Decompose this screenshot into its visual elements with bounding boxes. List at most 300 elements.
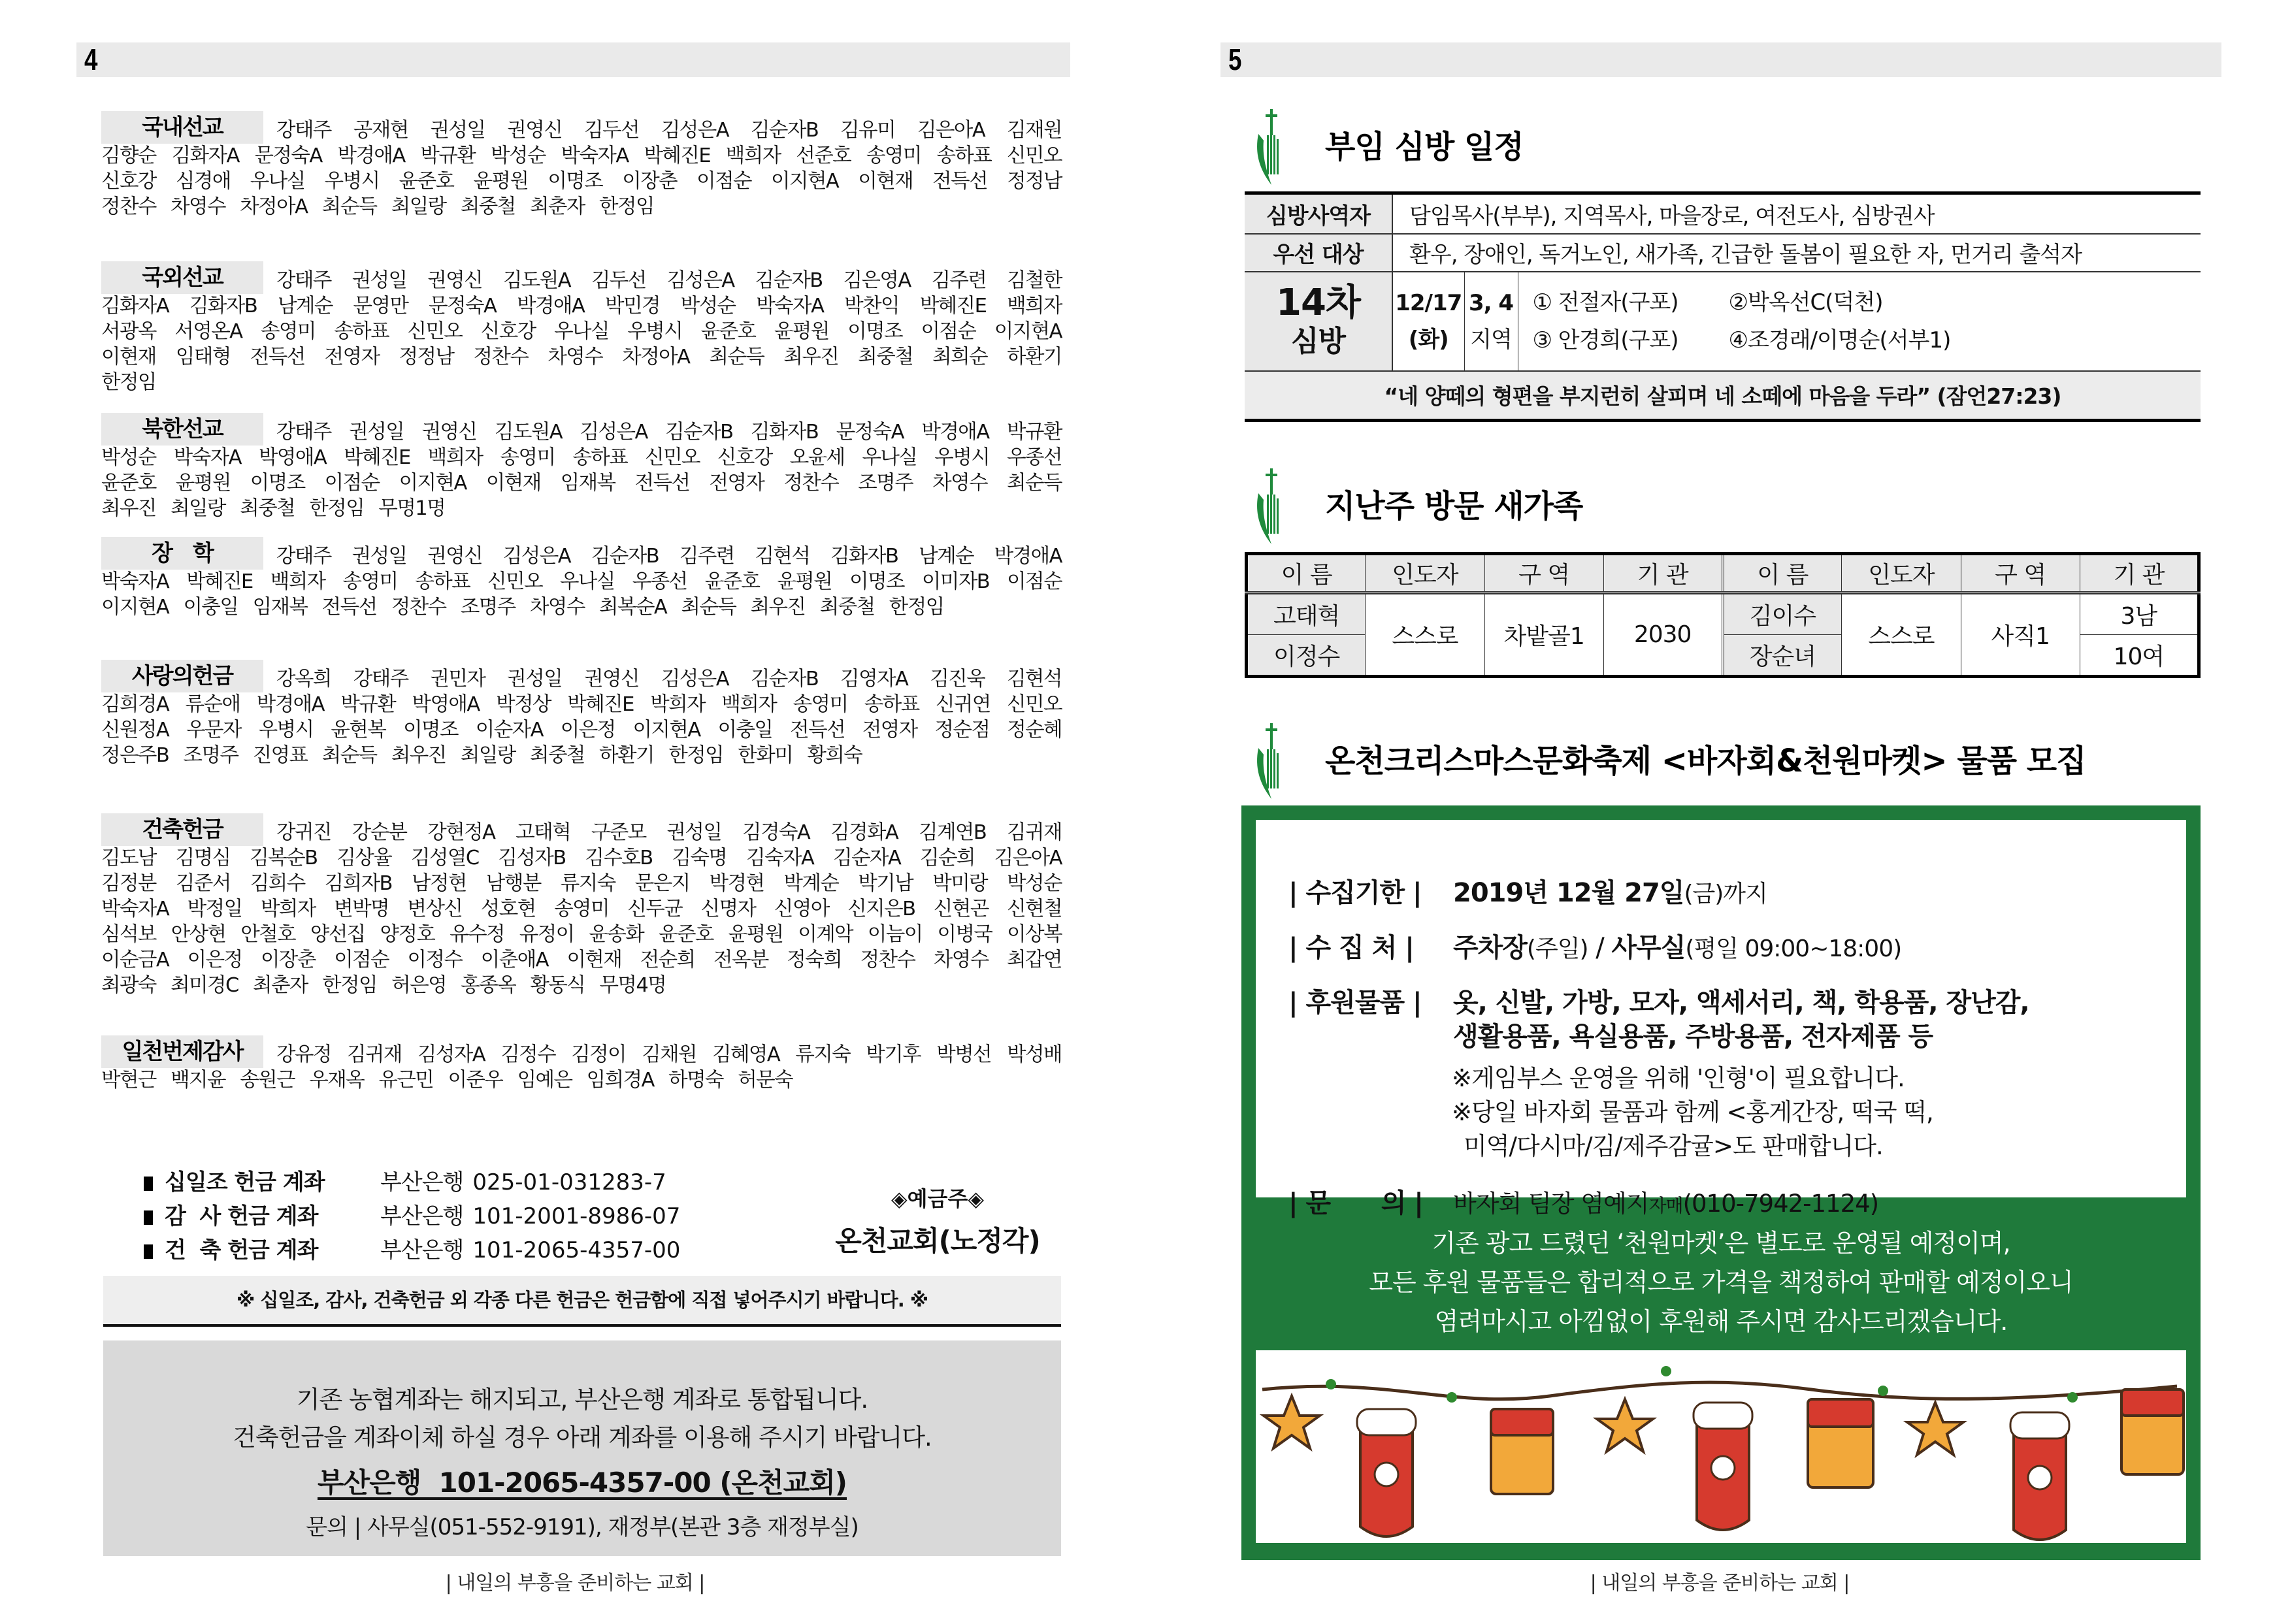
donor-name: 박성순	[680, 295, 736, 317]
place-row	[1288, 927, 1901, 964]
donor-name: 문정숙A	[836, 421, 904, 444]
donor-name: 류지숙	[795, 1043, 851, 1066]
donor-name: 박규환	[1007, 421, 1062, 444]
donor-name: 성호현	[480, 898, 536, 920]
donor-name: 신영아	[774, 898, 829, 920]
donor-name: 조명주	[858, 472, 913, 495]
donor-name: 최순득	[709, 346, 764, 368]
donor-name: 김재원	[1007, 119, 1062, 142]
donor-name: 정숙희	[787, 949, 842, 971]
column-header: 인도자	[1366, 554, 1484, 593]
donor-name: 신민오	[487, 570, 543, 593]
donor-name: 박숙자A	[561, 144, 629, 167]
donor-name: 심석보	[101, 923, 156, 946]
contact-phone: (010-7942-1124)	[1682, 1190, 1879, 1218]
donor-name: 정찬수	[860, 949, 915, 971]
donor-name: 정정남	[399, 346, 454, 368]
donor-name: 이순자A	[475, 719, 543, 741]
donor-name: 홍종옥	[461, 974, 516, 997]
donor-name: 무명4명	[599, 974, 666, 997]
visit-list	[1518, 272, 2201, 371]
donor-name: 윤평원	[175, 472, 231, 495]
donor-name: 류순애	[185, 693, 240, 716]
items-row-2	[1453, 1016, 1933, 1053]
donor-name: 김순희	[920, 847, 975, 869]
donor-name: 남행분	[485, 872, 541, 895]
donor-name: 박규환	[340, 693, 396, 716]
donor-name: 김상율	[336, 847, 392, 869]
donor-name: 박성순	[101, 446, 156, 469]
donor-name: 이충일	[183, 596, 238, 619]
donor-name: 이명조	[403, 719, 458, 741]
account-row-thanks	[144, 1200, 680, 1233]
donor-name: 류지숙	[560, 872, 615, 895]
column-header: 인도자	[1842, 554, 1961, 593]
donor-name: 박혜진E	[644, 144, 711, 167]
donor-name: 황희숙	[807, 744, 862, 767]
items-list: 생활용품, 욕실용품, 주방용품, 전자제품 등	[1453, 1022, 1933, 1052]
donor-name: 강귀진	[276, 821, 331, 844]
donor-name: 이현재	[566, 949, 622, 971]
bank-name: 부산은행	[380, 1203, 464, 1229]
donor-name: 우종선	[1007, 446, 1062, 469]
donor-name: 박혜진E	[567, 693, 634, 716]
donor-name: 이장춘	[260, 949, 316, 971]
church-logo-icon	[1253, 467, 1292, 545]
offering-section	[101, 1035, 1062, 1093]
donor-name: 이명조	[849, 570, 905, 593]
offering-section	[101, 261, 1062, 395]
scripture-quote: “네 양떼의 형편을 부지런히 살피며 네 소떼에 마음을 두라” (잠언27:23)	[1245, 371, 2201, 421]
page-header-left	[76, 42, 1070, 77]
place-note: (주일)	[1526, 935, 1588, 962]
field-label: | 문 의 |	[1288, 1188, 1423, 1218]
donor-name: 이준우	[448, 1069, 503, 1092]
donor-name: 신두균	[627, 898, 683, 920]
member-name: 장순녀	[1723, 635, 1842, 677]
donor-name: 김진욱	[930, 668, 985, 690]
bazaar-details	[1256, 820, 2186, 1218]
donor-name: 차영수	[529, 596, 585, 619]
donor-name: 정찬수	[101, 195, 156, 218]
donor-name: 이지현A	[771, 170, 839, 193]
donor-name: 한정임	[668, 744, 724, 767]
deadline-row	[1288, 872, 1767, 909]
field-label: | 수집기한 |	[1288, 878, 1422, 908]
donor-name: 김성자B	[498, 847, 566, 869]
bazaar-note: ※당일 바자회 물품과 함께 <홍게간장, 떡국 떡,	[1452, 1098, 1933, 1126]
church-logo-icon	[1253, 722, 1292, 800]
bazaar-note: 미역/다시마/김/제주감귤>도 판매합니다.	[1464, 1132, 1883, 1160]
bullet-icon	[144, 1244, 153, 1259]
donor-name: 김희자B	[324, 872, 392, 895]
field-label: | 수 집 처 |	[1288, 933, 1414, 963]
donor-name: 권성일	[507, 668, 563, 690]
donor-name: 문영만	[353, 295, 408, 317]
donor-name: 최우진	[750, 596, 806, 619]
donor-name: 김현석	[755, 545, 810, 568]
donor-name: 정찬수	[473, 346, 529, 368]
page-number: 4	[84, 42, 98, 76]
donor-name: 김주련	[931, 269, 987, 292]
donor-name: 백희자	[721, 693, 777, 716]
account-row-building	[144, 1234, 680, 1267]
donor-name: 윤평원	[777, 570, 832, 593]
donor-name: 박혜진E	[919, 295, 987, 317]
donor-name: 김성은A	[580, 421, 647, 444]
donor-name: 고태혁	[516, 821, 571, 844]
donor-name: 최순득	[321, 195, 377, 218]
donor-name: 박경애A	[994, 545, 1062, 568]
donor-name: 윤평원	[728, 923, 783, 946]
donor-name: 우병시	[324, 170, 380, 193]
donor-name: 김순자B	[665, 421, 733, 444]
church-logo-icon	[1253, 108, 1292, 186]
donor-name: 박현근	[101, 1069, 156, 1092]
donor-name: 유정이	[519, 923, 574, 946]
donor-name: 이순금A	[101, 949, 169, 971]
donor-name: 정순점	[934, 719, 990, 741]
page-footer: | 내일의 부흥을 준비하는 교회 |	[1590, 1572, 1850, 1595]
donor-name: 김정수	[500, 1043, 556, 1066]
donor-name: 송하표	[864, 693, 919, 716]
donor-name: 정찬수	[783, 472, 839, 495]
round-number: 14차	[1275, 281, 1361, 324]
donor-name: 권영신	[507, 119, 563, 142]
donor-name: 권성일	[349, 421, 404, 444]
offering-label: 국외선교	[101, 261, 263, 294]
donor-name: 박혜진E	[344, 446, 410, 469]
donor-name: 안철호	[240, 923, 296, 946]
guide: 스스로	[1366, 593, 1484, 677]
donor-name: 한정임	[599, 195, 654, 218]
donor-name: 정찬수	[391, 596, 446, 619]
account-row-tithe	[144, 1166, 666, 1199]
offering-section	[101, 413, 1062, 521]
donor-name: 임예은	[517, 1069, 572, 1092]
donor-name: 김수호B	[585, 847, 653, 869]
new-family-table	[1245, 552, 2201, 678]
column-header: 구 역	[1961, 554, 2080, 593]
visit-item: ③ 안경희(구포)	[1532, 327, 1678, 353]
donor-name: 우나실	[862, 446, 917, 469]
holder-name: 온천교회(노정각)	[835, 1225, 1040, 1257]
donor-name: 박경애A	[256, 693, 325, 716]
donor-name: 오윤세	[789, 446, 845, 469]
donor-name: 차정아A	[622, 346, 690, 368]
donor-name: 우재옥	[309, 1069, 365, 1092]
donor-name: 최우진	[391, 744, 446, 767]
donor-name: 윤준호	[700, 320, 756, 343]
donor-name: 최광숙	[101, 974, 156, 997]
donor-name: 권성일	[666, 821, 722, 844]
offering-label: 북한선교	[101, 413, 263, 446]
donor-name: 김화자A	[171, 144, 239, 167]
donor-name: 송영미	[866, 144, 921, 167]
donor-name: 신민오	[1007, 144, 1062, 167]
donor-name: 김숙자A	[746, 847, 814, 869]
account-label: 감 사 헌금 계좌	[165, 1203, 318, 1229]
donor-name: 이지현A	[399, 472, 467, 495]
donor-name: 최중철	[530, 744, 585, 767]
donor-name: 박성순	[1007, 872, 1062, 895]
donor-name: 김도원A	[502, 269, 571, 292]
donor-name: 이늠이	[867, 923, 923, 946]
donor-name: 윤송화	[589, 923, 644, 946]
donor-name: 강태주	[276, 119, 331, 142]
donor-name: 최중철	[240, 497, 295, 520]
donor-name: 송하표	[334, 320, 389, 343]
page-header-right	[1220, 42, 2221, 77]
account-info	[144, 1166, 1058, 1271]
donor-name: 서영온A	[174, 320, 242, 343]
donor-name: 변상신	[407, 898, 463, 920]
donor-name: 김화자A	[101, 295, 169, 317]
donor-name: 김은아A	[917, 119, 985, 142]
donor-name: 임태형	[175, 346, 231, 368]
donor-name: 김주련	[679, 545, 734, 568]
donor-name: 문정숙A	[254, 144, 322, 167]
donor-name: 우나실	[554, 320, 609, 343]
donor-name: 허문숙	[738, 1069, 793, 1092]
member-name: 이정수	[1247, 635, 1366, 677]
donor-name: 정정남	[1007, 170, 1062, 193]
donor-name: 윤현복	[331, 719, 386, 741]
donor-name: 김성자A	[417, 1043, 485, 1066]
donor-name: 김혜영A	[712, 1043, 780, 1066]
donor-name: 김철한	[1007, 269, 1062, 292]
donor-name: 최순득	[321, 744, 377, 767]
donor-name: 김순자B	[755, 269, 823, 292]
donor-name: 백희자	[270, 570, 325, 593]
visit-date	[1392, 272, 1464, 371]
donor-name: 최일랑	[391, 195, 446, 218]
deadline-date: 2019년 12월 27일	[1453, 878, 1684, 908]
donor-name: 이지현A	[101, 596, 169, 619]
donor-name: 신현철	[1007, 898, 1062, 920]
donor-name: 전영자	[862, 719, 917, 741]
donor-name: 박정상	[496, 693, 551, 716]
donor-name: 최순득	[681, 596, 736, 619]
donor-name: 최일랑	[460, 744, 516, 767]
donor-name: 송영미	[500, 446, 555, 469]
donor-name: 최갑연	[1007, 949, 1062, 971]
notice-line: 건축헌금을 계좌이체 하실 경우 아래 계좌를 이용해 주시기 바랍니다.	[233, 1423, 932, 1452]
donor-name: 이계악	[798, 923, 853, 946]
donor-name: 박찬익	[844, 295, 900, 317]
donor-name: 김은아A	[994, 847, 1062, 869]
donor-name: 박경애A	[517, 295, 585, 317]
donor-name: 이장춘	[622, 170, 678, 193]
column-header: 구 역	[1484, 554, 1603, 593]
christmas-garland-illustration	[1256, 1350, 2186, 1543]
donor-name: 백희자	[725, 144, 781, 167]
donor-name: 김순자B	[591, 545, 659, 568]
donor-name: 신호강	[717, 446, 772, 469]
donor-name: 이상복	[1007, 923, 1062, 946]
donor-name: 우종선	[632, 570, 687, 593]
items-list: 옷, 신발, 가방, 모자, 액세서리, 책, 학용품, 장난감,	[1453, 988, 2029, 1018]
donor-name: 김영자A	[840, 668, 908, 690]
donor-name: 전영자	[709, 472, 764, 495]
section-title: 부임 심방 일정	[1325, 129, 1524, 165]
offering-label: 일천번제감사	[101, 1035, 263, 1068]
donor-name: 이명조	[548, 170, 603, 193]
account-number: 025-01-031283-7	[472, 1169, 666, 1195]
donor-name: 김복순B	[250, 847, 318, 869]
donor-name: 김순자B	[750, 119, 819, 142]
donor-name: 김채원	[642, 1043, 696, 1066]
donor-name: 김성은A	[661, 119, 729, 142]
donor-name: 서광옥	[101, 320, 156, 343]
donor-name: 이미자B	[921, 570, 990, 593]
donor-name: 전득선	[932, 170, 988, 193]
contact-title: 자매	[1648, 1195, 1683, 1216]
district: 차밭골1	[1484, 593, 1603, 677]
donor-name: 양선집	[310, 923, 365, 946]
message-line: 염려마시고 아낌없이 후원해 주시면 감사드리겠습니다.	[1434, 1307, 2008, 1336]
offering-section	[101, 537, 1062, 620]
donor-name: 김명심	[175, 847, 231, 869]
donor-name: 최미경C	[171, 974, 238, 997]
donor-name: 김희경A	[101, 693, 169, 716]
donor-name: 김화자B	[830, 545, 898, 568]
donor-name: 김준서	[175, 872, 231, 895]
donor-name: 송하표	[572, 446, 628, 469]
donor-name: 권영신	[427, 545, 483, 568]
donor-name: 강순분	[352, 821, 407, 844]
donor-name: 강태주	[276, 545, 331, 568]
donor-name: 박숙자A	[101, 898, 169, 920]
donor-name: 하환기	[1007, 346, 1062, 368]
donor-name: 권영신	[427, 269, 483, 292]
donor-name: 최중철	[460, 195, 516, 218]
donor-name: 송원근	[240, 1069, 295, 1092]
donor-name: 김두선	[591, 269, 646, 292]
column-header: 기 관	[2080, 554, 2199, 593]
donor-name: 이명조	[250, 472, 305, 495]
donor-name: 박영애A	[258, 446, 327, 469]
contact-name: 바자회 팀장 염예지	[1453, 1190, 1649, 1218]
donor-name: 한정임	[889, 596, 944, 619]
message-line: 기존 광고 드렸던 ‘천원마켓’은 별도로 운영될 예정이며,	[1432, 1229, 2010, 1258]
district: 사직1	[1961, 593, 2080, 677]
section-title: 지난주 방문 새가족	[1325, 488, 1583, 525]
offering-notice: ※ 십일조, 감사, 건축헌금 외 각종 다른 헌금은 헌금함에 직접 넣어주시기 바랍니다. ※	[103, 1276, 1061, 1327]
donor-name: 권성일	[352, 545, 407, 568]
row-value: 담임목사(부부), 지역목사, 마을장로, 여전도사, 심방권사	[1392, 193, 2201, 234]
date: 12/17	[1395, 289, 1462, 316]
donor-name: 박성배	[1007, 1043, 1062, 1066]
donor-name: 박기남	[858, 872, 913, 895]
offering-section	[101, 660, 1062, 768]
donor-name: 박미랑	[932, 872, 988, 895]
donor-name: 변박명	[334, 898, 389, 920]
region-numbers: 3, 4	[1468, 289, 1514, 316]
donor-name: 남계순	[919, 545, 974, 568]
donor-name: 이지현A	[994, 320, 1062, 343]
donor-name: 한정임	[309, 497, 365, 520]
donor-name: 임희경A	[586, 1069, 654, 1092]
donor-name: 김정분	[101, 872, 156, 895]
donor-name: 정순혜	[1007, 719, 1062, 741]
donor-name: 차정아A	[240, 195, 308, 218]
donor-name: 남계순	[277, 295, 333, 317]
holder-title: ◈예금주◈	[891, 1186, 984, 1211]
donor-name: 김성은A	[666, 269, 734, 292]
donor-name: 차영수	[548, 346, 603, 368]
donor-name: 신민오	[645, 446, 700, 469]
donor-name: 한정임	[101, 371, 156, 394]
donor-name: 윤준호	[399, 170, 454, 193]
region-label: 지역	[1470, 326, 1512, 353]
donor-name: 조명주	[183, 744, 238, 767]
donor-name: 선준호	[796, 144, 851, 167]
section-title: 온천크리스마스문화축제 <바자회&천원마켓> 물품 모집	[1325, 743, 2086, 779]
donor-name: 김계연B	[919, 821, 987, 844]
donor-name: 김도남	[101, 847, 156, 869]
donor-name: 김성은A	[502, 545, 571, 568]
donor-name: 최순득	[1007, 472, 1062, 495]
bullet-icon	[144, 1210, 153, 1225]
donor-name: 김숙명	[672, 847, 727, 869]
donor-name: 우나실	[250, 170, 305, 193]
row-label: 우선 대상	[1245, 234, 1392, 272]
row-label: 심방사역자	[1245, 193, 1392, 234]
garland-icon	[1256, 1350, 2186, 1543]
column-header: 이 름	[1247, 554, 1366, 593]
donor-name: 이병국	[937, 923, 992, 946]
donor-name: 박희자	[650, 693, 706, 716]
donor-name: 차영수	[932, 472, 988, 495]
donor-name: 최일랑	[171, 497, 225, 520]
account-number: 101-2001-8986-07	[472, 1203, 681, 1229]
donor-name: 구준모	[591, 821, 646, 844]
donor-name: 신원정A	[101, 719, 169, 741]
donor-name: 송하표	[415, 570, 470, 593]
donor-name: 우병시	[627, 320, 683, 343]
donor-name: 하명숙	[668, 1069, 724, 1092]
contact-info: 문의 | 사무실(051-552-9191), 재정부(본관 3층 재정부실)	[306, 1514, 859, 1540]
donor-name: 이현재	[858, 170, 913, 193]
donor-name: 무명1명	[378, 497, 446, 520]
donor-name: 신민오	[407, 320, 463, 343]
donor-name: 이점순	[1007, 570, 1062, 593]
donor-name: 차영수	[933, 949, 989, 971]
donor-name: 최중철	[858, 346, 913, 368]
bank-name: 부산은행	[380, 1169, 464, 1195]
donor-name: 권성일	[430, 119, 485, 142]
donor-name: 하환기	[599, 744, 654, 767]
donor-name: 유수정	[450, 923, 505, 946]
visit-item: ④조경래/이명순(서부1)	[1728, 327, 1951, 353]
visit-item: ① 전절자(구포)	[1532, 289, 1678, 316]
donor-name: 이점순	[696, 170, 752, 193]
row-value: 환우, 장애인, 독거노인, 새가족, 긴급한 돌봄이 필요한 자, 먼거리 출석자	[1392, 234, 2201, 272]
items-row	[1288, 982, 2029, 1019]
bazaar-note: ※게임부스 운영을 위해 '인형'이 필요합니다.	[1452, 1064, 1905, 1092]
donor-name: 전득선	[321, 596, 377, 619]
donor-name: 권영신	[584, 668, 639, 690]
donor-name: 송영미	[260, 320, 316, 343]
donor-name: 우나실	[559, 570, 615, 593]
donor-name: 최복순A	[599, 596, 667, 619]
donor-name: 전순희	[640, 949, 695, 971]
donor-name: 윤평원	[774, 320, 829, 343]
donor-name: 강현정A	[427, 821, 495, 844]
member-name: 김이수	[1723, 593, 1842, 635]
donor-name: 김귀재	[1007, 821, 1062, 844]
